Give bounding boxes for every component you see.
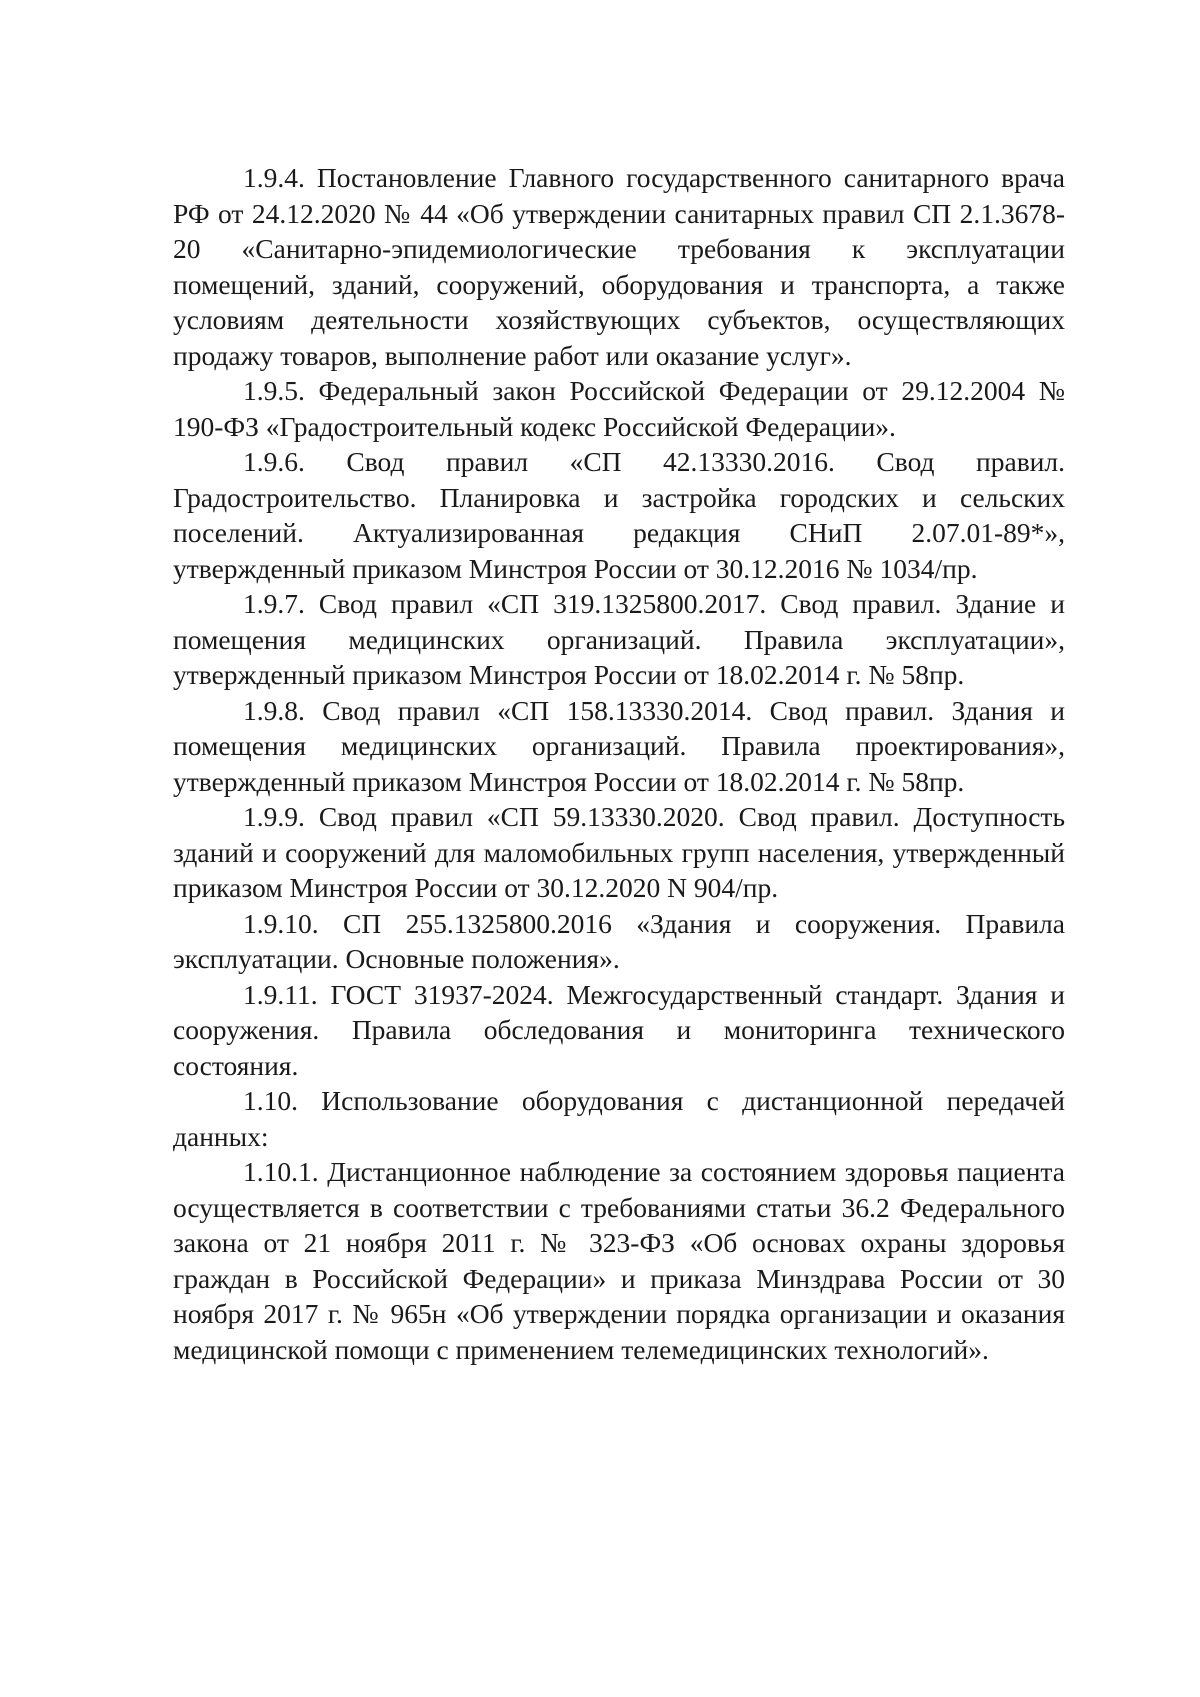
paragraph-1-9-9: 1.9.9. Свод правил «СП 59.13330.2020. Свод правил. Доступность зданий и сооружений для маломобильных групп населения, утвержденный приказом Минстроя России от 30.12.2020 N 904/пр. bbox=[173, 801, 1065, 903]
paragraph-1-10-1: 1.10.1. Дистанционное наблюдение за состоянием здоровья пациента осуществляется в соответствии с требованиями статьи 36.2 Федерального закона от 21 ноября 2011 г. № 323-ФЗ «Об основах охраны здоровья граждан в Российской Федерации» и приказа Минздрава России от 30 ноября 2017 г. № 965н «Об утверждении порядка организации и оказания медицинской помощи с применением телемедицинских технологий». bbox=[173, 1156, 1065, 1365]
paragraph-1-9-5: 1.9.5. Федеральный закон Российской Федерации от 29.12.2004 № 190-ФЗ «Градостроительный кодекс Российской Федерации». bbox=[173, 375, 1065, 442]
document-body bbox=[173, 160, 1065, 1367]
paragraph-1-9-10: 1.9.10. СП 255.1325800.2016 «Здания и сооружения. Правила эксплуатации. Основные положения». bbox=[173, 907, 1065, 974]
paragraph-1-9-6: 1.9.6. Свод правил «СП 42.13330.2016. Свод правил. Градостроительство. Планировка и застройка городских и сельских поселений. Актуализированная редакция СНиП 2.07.01-89*», утвержденный приказом Минстроя России от 30.12.2016 № 1034/пр. bbox=[173, 446, 1065, 584]
paragraph-1-9-4: 1.9.4. Постановление Главного государственного санитарного врача РФ от 24.12.2020 № 44 «Об утверждении санитарных правил СП 2.1.3678-20 «Санитарно-эпидемиологические требования к эксплуатации помещений, зданий, сооружений, оборудования и транспорта, а также условиям деятельности хозяйствующих субъектов, осуществляющих продажу товаров, выполнение работ или оказание услуг». bbox=[173, 162, 1065, 371]
paragraph-1-9-11: 1.9.11. ГОСТ 31937-2024. Межгосударственный стандарт. Здания и сооружения. Правила обследования и мониторинга технического состояния. bbox=[173, 978, 1065, 1081]
paragraph-1-10: 1.10. Использование оборудования с дистанционной передачей данных: bbox=[173, 1085, 1065, 1152]
paragraph-1-9-8: 1.9.8. Свод правил «СП 158.13330.2014. Свод правил. Здания и помещения медицинских организаций. Правила проектирования», утвержденный приказом Минстроя России от 18.02.2014 г. № 58пр. bbox=[173, 694, 1065, 797]
paragraph-1-9-7: 1.9.7. Свод правил «СП 319.1325800.2017. Свод правил. Здание и помещения медицинских организаций. Правила эксплуатации», утвержденный приказом Минстроя России от 18.02.2014 г. № 58пр. bbox=[173, 588, 1065, 690]
